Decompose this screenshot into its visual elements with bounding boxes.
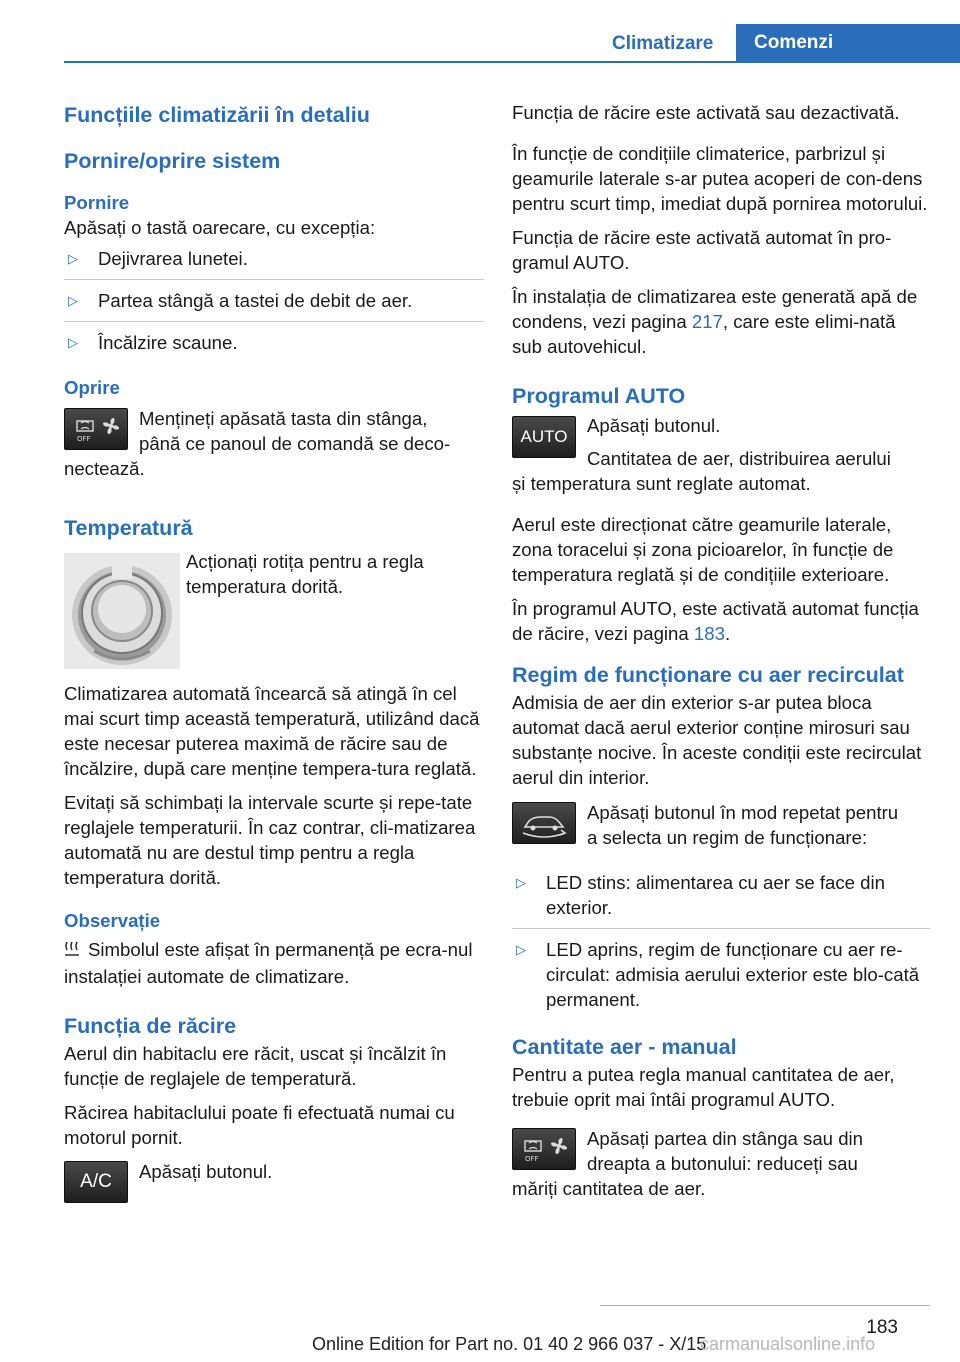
heat-waves-icon — [64, 939, 82, 964]
auto-text: Apăsați butonul. Cantitatea de aer, distribuirea aerului și temperatura sunt reglate automat. — [512, 415, 891, 494]
edition-line: Online Edition for Part no. 01 40 2 966 037 - X/15 — [312, 1334, 707, 1354]
obs-text: Simbolul este afișat în permanență pe ecra-nul instalației automate de climatizare. — [64, 939, 473, 987]
temp-paragraph-1: Climatizarea automată încearcă să atingă în cel mai scurt timp această temperatură, utilizând dacă este necesar puterea maximă de răcire sau de încălzire, după care menține tempera-tura reglată. — [64, 683, 480, 779]
list-item: ▷ Încălzire scaune. — [68, 332, 238, 353]
temperature-block — [64, 549, 484, 667]
car-recirculation-icon — [512, 802, 576, 844]
triangle-bullet-icon: ▷ — [68, 251, 78, 266]
fan-off-button-icon — [512, 1128, 576, 1170]
oprire-block — [64, 406, 484, 481]
manual-paragraph: Pentru a putea regla manual cantitatea de aer, trebuie oprit mai întâi programul AUTO. — [512, 1064, 895, 1110]
ac-button-icon: A/C — [64, 1161, 128, 1203]
temperature-wheel-icon — [64, 553, 180, 669]
triangle-bullet-icon: ▷ — [516, 875, 526, 890]
heading-temperatura: Temperatură — [64, 516, 193, 540]
right-column — [512, 100, 930, 1201]
auto-paragraph-1: Aerul este direcționat către geamurile laterale, zona toracelui și zona picioarelor, în funcție de temperatura reglată și de condițiile exterioare. — [512, 514, 894, 585]
recirc-text: Apăsați butonul în mod repetat pentru a selecta un regim de funcționare: — [587, 802, 899, 848]
auto-paragraph-2: În programul AUTO, este activată automat funcția de răcire, vezi pagina 183. — [512, 598, 919, 644]
triangle-bullet-icon: ▷ — [68, 293, 78, 308]
triangle-bullet-icon: ▷ — [516, 942, 526, 957]
triangle-bullet-icon: ▷ — [68, 335, 78, 350]
auto-racire-paragraph: Funcția de răcire este activată automat în pro-gramul AUTO. — [512, 227, 892, 273]
heading-recirculat: Regim de funcționare cu aer recirculat — [512, 663, 904, 687]
recirc-list — [512, 870, 930, 1012]
list-item: ▷ LED stins: alimentarea cu aer se face din exterior. — [516, 872, 885, 918]
pornire-text: Apăsați o tastă oarecare, cu excepția: — [64, 217, 376, 238]
left-column — [64, 100, 484, 1203]
auto-block — [512, 413, 930, 496]
footer-rule — [600, 1305, 930, 1306]
pornire-list — [64, 246, 484, 355]
watermark: carmanualsonline.info — [700, 1334, 876, 1354]
page-title: Funcțiile climatizării în detaliu — [64, 103, 370, 127]
svg-text:OFF: OFF — [525, 1155, 539, 1163]
page-number: 183 — [866, 1317, 898, 1338]
recirc-paragraph: Admisia de aer din exterior s-ar putea bloca automat dacă aerul exterior conține mirosuri sau substanțe nocive. În aceste condiții este recirculat aerul din interior. — [512, 692, 922, 788]
list-item: ▷ Dejivrarea lunetei. — [68, 248, 248, 269]
header-rule — [64, 61, 960, 63]
heading-pornire: Pornire — [64, 192, 130, 213]
divider — [64, 279, 484, 280]
heading-observatie: Observație — [64, 910, 161, 931]
heading-oprire: Oprire — [64, 377, 120, 398]
recirc-block — [512, 800, 930, 850]
heading-cantitate-aer: Cantitate aer - manual — [512, 1035, 737, 1059]
manual-block — [512, 1126, 930, 1201]
fan-off-button-icon — [64, 408, 128, 450]
list-item: ▷ Partea stângă a tastei de debit de aer. — [68, 290, 413, 311]
racire-paragraph-2: Răcirea habitaclului poate fi efectuată numai cu motorul pornit. — [64, 1102, 455, 1148]
heading-racire: Funcția de răcire — [64, 1014, 237, 1038]
manual-text: Apăsați partea din stânga sau din dreapta a butonului: reduceți sau măriți cantitatea de aer. — [512, 1128, 864, 1199]
temp-text: Acționați rotița pentru a regla temperatura dorită. — [186, 551, 424, 597]
racire-paragraph-1: Aerul din habitaclu ere răcit, uscat și încălzit în funcție de reglajele de temperatură. — [64, 1043, 447, 1089]
section-tab-climatizare: Climatizare — [612, 33, 714, 54]
heading-programul-auto: Programul AUTO — [512, 384, 686, 408]
page-link-217[interactable]: 217 — [691, 311, 723, 332]
temp-paragraph-2: Evitați să schimbați la intervale scurte și repe-tate reglajele temperaturii. În caz contrar, cli-matizarea automată nu are destul timp pentru a regla temperatura dorită. — [64, 792, 476, 888]
divider — [64, 321, 484, 322]
page-link-183[interactable]: 183 — [693, 623, 725, 644]
ac-text: Apăsați butonul. — [139, 1161, 273, 1182]
apa-paragraph: În instalația de climatizarea este generată apă de condens, vezi pagina 217, care este elimi-nată sub autovehicul. — [512, 286, 918, 357]
ac-block — [64, 1159, 484, 1203]
racire-status: Funcția de răcire este activată sau dezactivată. — [512, 102, 900, 123]
auto-button-icon: AUTO — [512, 416, 576, 458]
oprire-text: Mențineți apăsată tasta din stânga, până ce panoul de comandă se deco- nectează. — [64, 408, 451, 479]
svg-text:OFF: OFF — [77, 435, 91, 443]
list-item: ▷ LED aprins, regim de funcționare cu aer re-circulat: admisia aerului exterior este blo-cată permanent. — [516, 939, 920, 1010]
tab-comenzi: Comenzi — [736, 24, 960, 61]
heading-pornire-oprire: Pornire/oprire sistem — [64, 149, 281, 173]
condens-paragraph: În funcție de condițiile climaterice, parbrizul și geamurile laterale s-ar putea acoperi de con-dens pentru scurt timp, imediat după pornirea motorului. — [512, 143, 928, 214]
divider — [512, 928, 930, 929]
